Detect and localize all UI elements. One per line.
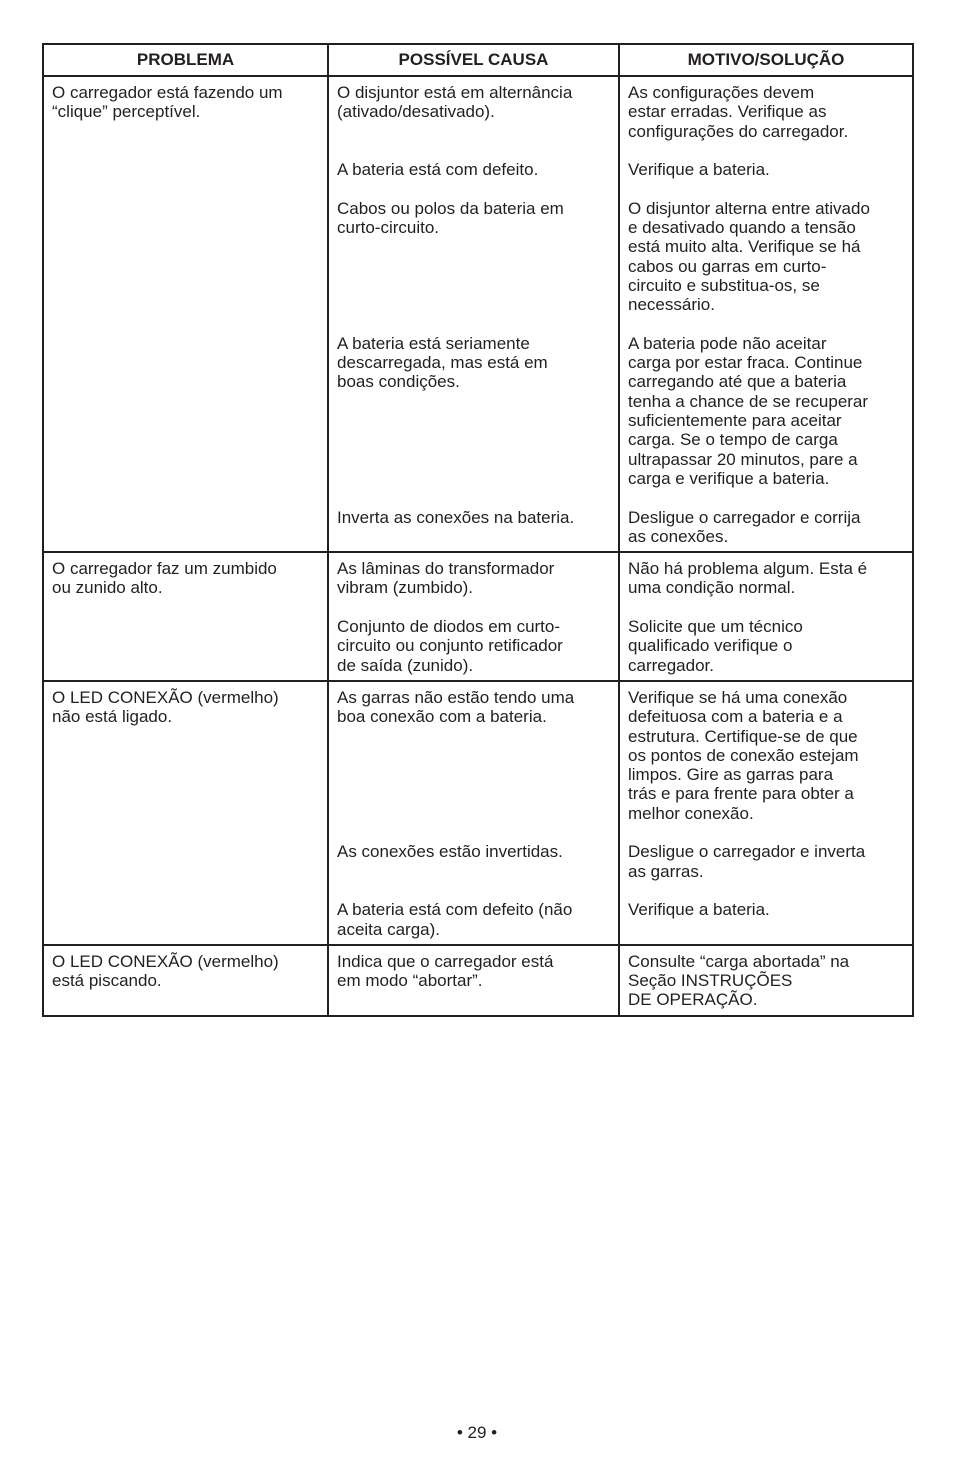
problem-text: O LED CONEXÃO (vermelho) não está ligado. [52,687,279,727]
solution-item: A bateria pode não aceitar carga por estar fraca. Continue carregando até que a bateria tenha a chance de se recuperar suficientemente para aceitar carga. Se o tempo de carga ultrapassar 20 minutos, pare a carga e verifique a bateria. [628,333,869,488]
table-row [43,681,913,945]
cause-cell [328,945,619,1016]
cause-item: As lâminas do transformador vibram (zumbido). [337,559,555,598]
problem-cell [43,76,328,552]
cause-cell [328,76,619,552]
cause-item: Cabos ou polos da bateria em curto-circuito. [337,198,564,238]
problem-cell [43,681,328,945]
solution-item: Solicite que um técnico qualificado verifique o carregador. [628,617,803,675]
problem-text: O carregador está fazendo um “clique” perceptível. [52,83,283,122]
problem-text: O carregador faz um zumbido ou zunido alto. [52,559,277,598]
cause-cell [328,552,619,681]
header-possivel-causa: POSSÍVEL CAUSA [328,44,619,76]
header-motivo-solucao: MOTIVO/SOLUÇÃO [619,44,913,76]
cause-item: Indica que o carregador está em modo “abortar”. [337,951,554,991]
cause-cell [328,681,619,945]
problem-cell [43,552,328,681]
cause-item: Conjunto de diodos em curto- circuito ou conjunto retificador de saída (zunido). [337,617,563,675]
solution-cell [619,76,913,552]
cause-item: As conexões estão invertidas. [337,842,563,862]
cause-item: O disjuntor está em alternância (ativado/desativado). [337,83,573,122]
table-row [43,945,913,1016]
troubleshooting-table [42,43,914,1017]
problem-text: O LED CONEXÃO (vermelho) está piscando. [52,951,279,991]
cause-item: A bateria está com defeito. [337,160,539,180]
header-row [43,44,913,76]
cause-item: As garras não estão tendo uma boa conexão com a bateria. [337,687,575,727]
solution-item: Consulte “carga abortada” na Seção INSTRUÇÕES DE OPERAÇÃO. [628,951,850,1010]
cause-item: A bateria está seriamente descarregada, mas está em boas condições. [337,333,548,392]
solution-cell [619,681,913,945]
solution-cell [619,552,913,681]
solution-item: Verifique se há uma conexão defeituosa com a bateria e a estrutura. Certifique-se de que os pontos de conexão estejam limpos. Gire as garras para trás e para frente para obter a melhor conexão. [628,687,859,823]
solution-item: Desligue o carregador e corrija as conexões. [628,507,861,546]
solution-item: Verifique a bateria. [628,160,770,180]
table-row [43,76,913,552]
solution-item: Verifique a bateria. [628,900,770,920]
solution-item: Não há problema algum. Esta é uma condição normal. [628,559,868,598]
page-number: • 29 • [456,1423,498,1442]
table-row [43,552,913,681]
solution-cell [619,945,913,1016]
cause-item: Inverta as conexões na bateria. [337,507,575,527]
solution-item: O disjuntor alterna entre ativado e desativado quando a tensão está muito alta. Verifique se há cabos ou garras em curto- circuito e substitua-os, se necessário. [628,198,870,315]
cause-item: A bateria está com defeito (não aceita carga). [337,900,573,939]
header-problema: PROBLEMA [43,44,328,76]
solution-item: As configurações devem estar erradas. Verifique as configurações do carregador. [628,83,849,141]
problem-cell [43,945,328,1016]
solution-item: Desligue o carregador e inverta as garras. [628,842,866,881]
